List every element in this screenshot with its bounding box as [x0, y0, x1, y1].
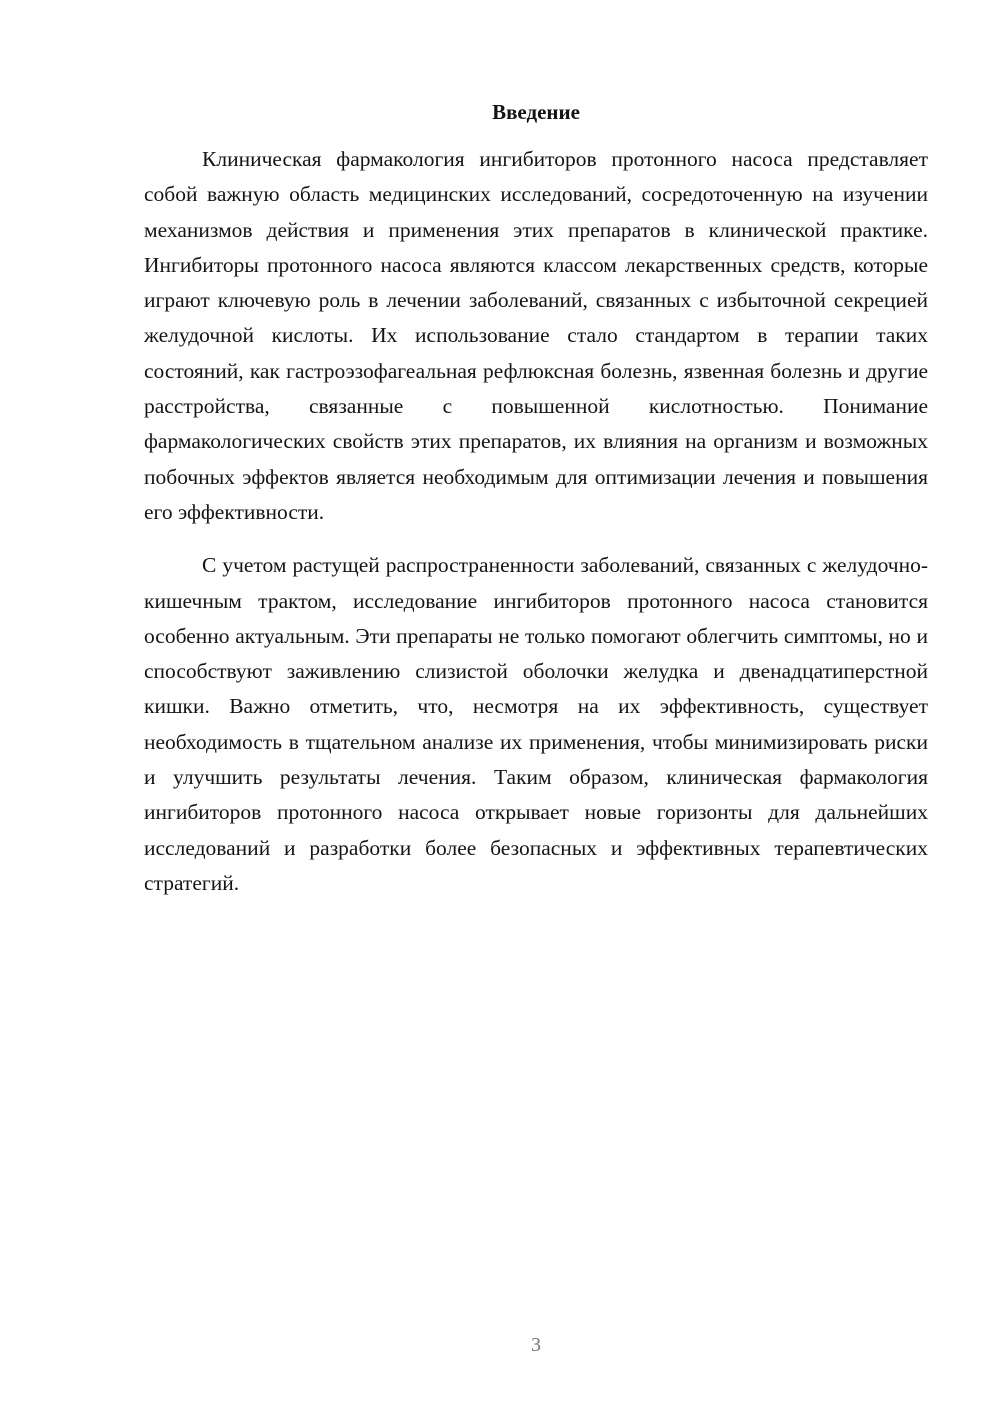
section-title: Введение — [492, 100, 580, 124]
body-text — [144, 142, 928, 901]
paragraph-1: Клиническая фармакология ингибиторов протонного насоса представляет собой важную область медицинских исследований, сосредоточенную на изучении механизмов действия и применения этих препаратов в клинической практике. Ингибиторы протонного насоса являются классом лекарственных средств, которые играют ключевую роль в лечении заболеваний, связанных с избыточной секрецией желудочной кислоты. Их использование стало стандартом в терапии таких состояний, как гастроэзофагеальная рефлюксная болезнь, язвенная болезнь и другие расстройства, связанные с повышенной кислотностью. Понимание фармакологических свойств этих препаратов, их влияния на организм и возможных побочных эффектов является необходимым для оптимизации лечения и повышения его эффективности. — [144, 147, 928, 524]
paragraph-2: С учетом растущей распространенности заболеваний, связанных с желудочно-кишечным трактом, исследование ингибиторов протонного насоса становится особенно актуальным. Эти препараты не только помогают облегчить симптомы, но и способствуют заживлению слизистой оболочки желудка и двенадцатиперстной кишки. Важно отметить, что, несмотря на их эффективность, существует необходимость в тщательном анализе их применения, чтобы минимизировать риски и улучшить результаты лечения. Таким образом, клиническая фармакология ингибиторов протонного насоса открывает новые горизонты для дальнейших исследований и разработки более безопасных и эффективных терапевтических стратегий. — [144, 553, 928, 895]
page-number: 3 — [531, 1334, 541, 1356]
